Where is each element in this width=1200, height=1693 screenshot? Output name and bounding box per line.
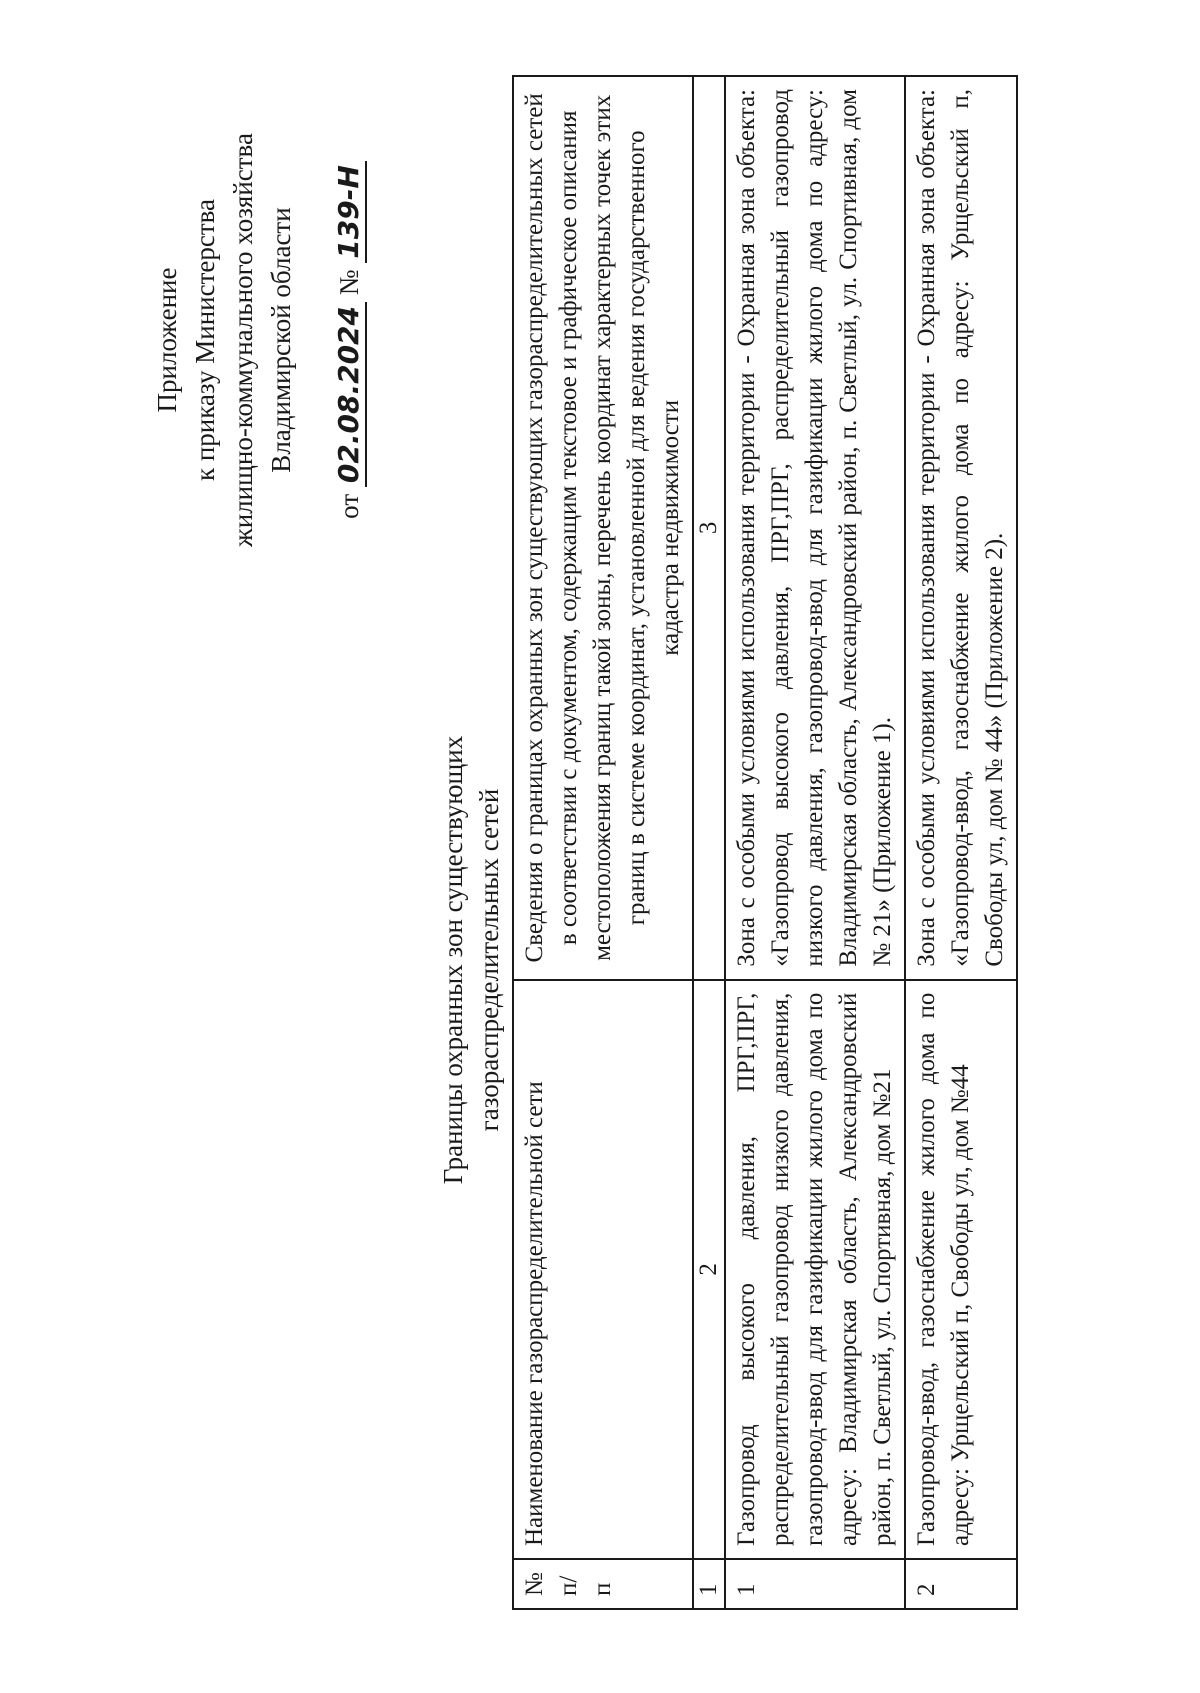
order-number: 139-Н bbox=[332, 161, 367, 263]
approval-line-4: Владимирской области bbox=[266, 207, 296, 473]
row-name: Газопровод высокого давления, ПРГ,ПРГ, распределительный газопровод низкого давления, газопровод-ввод для газификации жилого дома по адресу: Владимирская область, Александровский район, п. Светлый, ул. Спортивная, дом №21 bbox=[725, 980, 905, 1559]
approval-line-2: к приказу Министерства bbox=[190, 198, 220, 482]
approval-line-1: Приложение bbox=[152, 267, 182, 413]
column-index-row bbox=[693, 76, 725, 1609]
title-line-1: Границы охранных зон существующих bbox=[438, 735, 468, 1185]
row-num: 2 bbox=[905, 1559, 1017, 1609]
zones-table bbox=[512, 75, 1018, 1610]
title-line-2: газораспределительных сетей bbox=[474, 788, 504, 1132]
row-info: Зона с особыми условиями использования территории - Охранная зона объекта: «Газопровод-ввод, газоснабжение жилого дома по адресу: Урщельский п, Свободы ул, дом № 44» (Приложение 2). bbox=[905, 76, 1017, 980]
table-header-row bbox=[513, 76, 693, 1609]
approval-line-3: жилищно-коммунального хозяйства bbox=[228, 133, 258, 547]
order-date: 02.08.2024 bbox=[332, 302, 367, 487]
document-title bbox=[435, 610, 507, 1310]
order-line bbox=[330, 110, 368, 570]
header-num: № п/п bbox=[513, 1559, 693, 1609]
row-num: 1 bbox=[725, 1559, 905, 1609]
header-info: Сведения о границах охранных зон существующих газораспределительных сетей в соответствии с документом, содержащим текстовое и графическое описания местоположения границ такой зоны, перечень координат характерных точек этих границ в системе координат, установленной для ведения государственного кадастра недвижимости bbox=[513, 76, 693, 980]
column-index-cell: 2 bbox=[693, 980, 725, 1559]
row-name: Газопровод-ввод, газоснабжение жилого дома по адресу: Урщельский п, Свободы ул, дом №44 bbox=[905, 980, 1017, 1559]
order-prefix: от bbox=[334, 493, 364, 519]
column-index-cell: 1 bbox=[693, 1559, 725, 1609]
order-number-label: № bbox=[334, 269, 364, 296]
header-name: Наименование газораспределительной сети bbox=[513, 980, 693, 1559]
table-row bbox=[905, 76, 1017, 1609]
approval-block bbox=[148, 110, 368, 570]
zones-table-wrap bbox=[512, 75, 1018, 1610]
row-info: Зона с особыми условиями использования территории - Охранная зона объекта: «Газопровод высокого давления, ПРГ,ПРГ, распределительный газопровод низкого давления, газопровод-ввод для газификации жилого дома по адресу: Владимирская область, Александровский район, п. Светлый, ул. Спортивная, дом № 21» (Приложение 1). bbox=[725, 76, 905, 980]
table-row bbox=[725, 76, 905, 1609]
column-index-cell: 3 bbox=[693, 76, 725, 980]
rotated-page bbox=[60, 70, 1020, 1610]
